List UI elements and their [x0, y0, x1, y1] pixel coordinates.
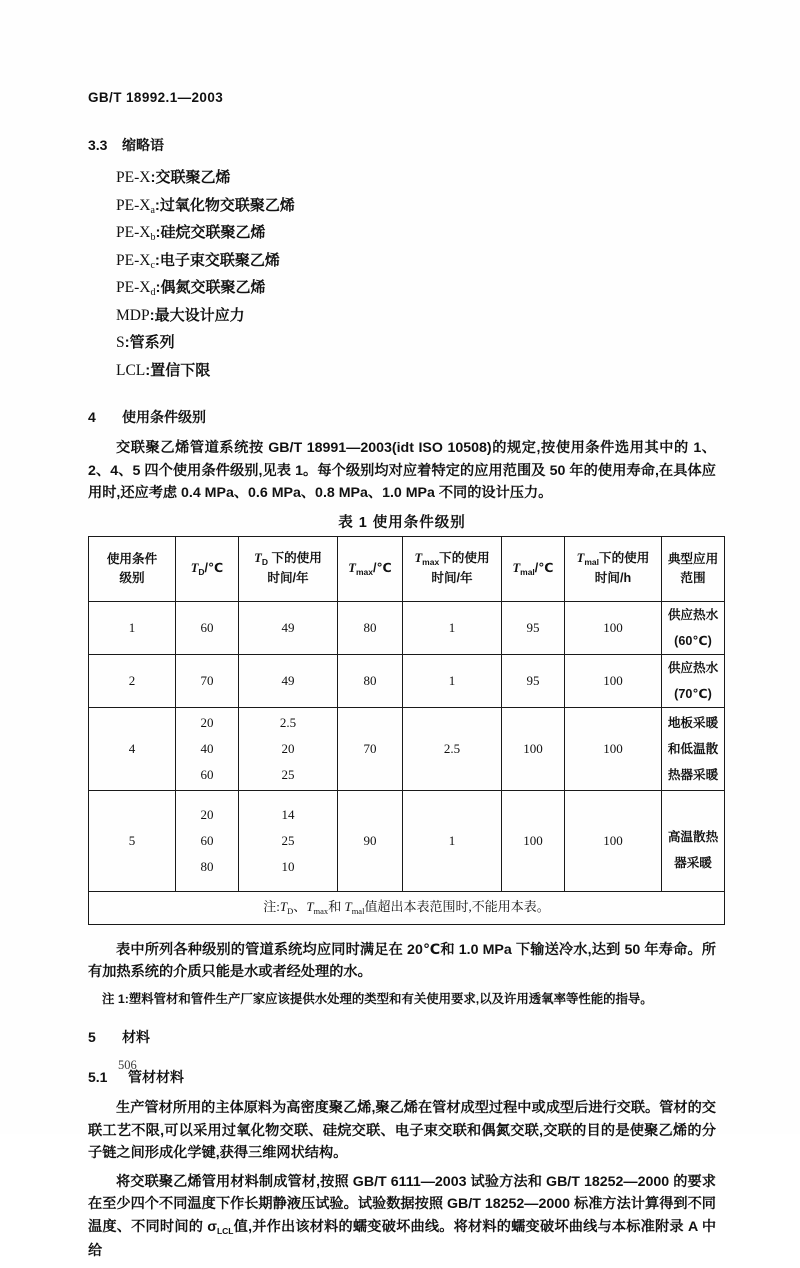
section-5-1-paragraph-1: 生产管材所用的主体原料为高密度聚乙烯,聚乙烯在管材成型过程中或成型后进行交联。管材的交联工艺不限,可以采用过氧化物交联、硅烷交联、电子束交联和偶氮交联,交联的目的是使聚乙烯的分子链之间形成化学键,获得三维网状结构。	[88, 1099, 716, 1162]
cell-tmal-temp: 95	[502, 654, 565, 707]
section-5-1-paragraph-2	[88, 1171, 716, 1262]
col-header-td-temp: $T_D/℃$	[176, 536, 239, 601]
after-table-paragraph: 表中所列各种级别的管道系统均应同时满足在 20℃和 1.0 MPa 下输送冷水,达到 50 年寿命。所有加热系统的介质只能是水或者经处理的水。	[88, 941, 716, 981]
para2-subscript: LCL	[216, 1225, 234, 1236]
note-1: 注 1:塑料管材和管件生产厂家应该提供水处理的类型和有关使用要求,以及许用透氧率等性能的指导。	[102, 991, 653, 1006]
cell-td-temp: 60	[176, 601, 239, 654]
abbrev-definition: :硅烷交联聚乙烯	[155, 224, 266, 241]
abbrev-definition: :管系列	[124, 334, 175, 351]
abbreviation-item	[88, 193, 716, 221]
cell-tmax-temp: 80	[338, 654, 403, 707]
cell-td-temp: 70	[176, 654, 239, 707]
para2-part-a: 将交联聚乙烯管用材料制成管材,按照 GB/T 6111—2003 试验方法和 GB/T 18252—2000 的要求在至少四个不同温度下作长期静液压试验。试验数据按照 GB/T 18252—2000 标准方法计算得到不同温度、不同时间的 σ	[88, 1173, 716, 1235]
abbreviation-item	[88, 220, 716, 248]
cell-tmax-time: 1	[403, 601, 502, 654]
table-usage-condition-classes	[88, 536, 725, 925]
cell-application: 高温散热 器采暖	[662, 790, 725, 891]
abbrev-term: $PE-X_b$	[116, 224, 156, 243]
abbrev-term: MDP	[116, 306, 150, 324]
section-3-3-heading	[88, 135, 716, 155]
col-header-tmal-time: $T_{mal}$下的使用 时间/h	[565, 536, 662, 601]
cell-tmal-time: 100	[565, 790, 662, 891]
standard-code-header: GB/T 18992.1—2003	[88, 90, 224, 105]
abbreviation-item	[88, 165, 716, 193]
cell-td-time: 49	[239, 601, 338, 654]
abbrev-term: PE-X	[116, 169, 151, 186]
section-3-3-number: 3.3	[88, 137, 108, 153]
cell-tmal-temp: 95	[502, 601, 565, 654]
cell-td-temp: 20 40 60	[176, 707, 239, 790]
abbrev-definition: :最大设计应力	[149, 306, 245, 324]
abbreviation-list	[88, 165, 716, 385]
col-header-td-time: $T_D$ 下的使用 时间/年	[239, 536, 338, 601]
col-header-level: 使用条件 级别	[89, 536, 176, 601]
section-4-heading	[88, 407, 716, 427]
abbreviation-item	[88, 330, 716, 358]
abbrev-definition: :置信下限	[145, 361, 211, 379]
table-row	[89, 601, 725, 654]
col-header-application: 典型应用 范围	[662, 536, 725, 601]
table-1-caption: 表 1 使用条件级别	[338, 514, 466, 531]
cell-tmal-temp: 100	[502, 790, 565, 891]
col-header-tmax-time: $T_{max}$下的使用 时间/年	[403, 536, 502, 601]
table-body	[89, 601, 725, 924]
section-4-title: 使用条件级别	[122, 409, 206, 425]
cell-td-time: 2.5 20 25	[239, 707, 338, 790]
cell-level: 4	[89, 707, 176, 790]
section-4-number: 4	[88, 409, 96, 425]
abbrev-term: $PE-X_a$	[116, 196, 155, 216]
cell-tmal-temp: 100	[502, 707, 565, 790]
table-row	[89, 654, 725, 707]
cell-tmax-temp: 90	[338, 790, 403, 891]
cell-tmax-temp: 80	[338, 601, 403, 654]
abbrev-term: $PE-X_c$	[116, 251, 155, 271]
cell-tmal-time: 100	[565, 654, 662, 707]
table-header	[89, 536, 725, 601]
cell-td-time: 49	[239, 654, 338, 707]
cell-tmal-time: 100	[565, 601, 662, 654]
abbrev-definition: :过氧化物交联聚乙烯	[154, 196, 295, 214]
section-5-1-heading	[88, 1067, 716, 1087]
cell-level: 1	[89, 601, 176, 654]
section-5-number: 5	[88, 1028, 96, 1045]
table-row	[89, 790, 725, 891]
cell-td-time: 14 25 10	[239, 790, 338, 891]
section-4-paragraph: 交联聚乙烯管道系统按 GB/T 18991—2003(idt ISO 10508)的规定,按使用条件选用其中的 1、2、4、5 四个使用条件级别,见表 1。每个级别均对应着特定的应用范围及 50 年的使用寿命,在具体应用时,还应考虑 0.4 MPa、0.6 MPa、0.8 MPa、1.0 MPa 不同的设计压力。	[88, 440, 716, 502]
abbreviation-item	[88, 358, 716, 386]
cell-tmax-time: 1	[403, 654, 502, 707]
col-header-tmal-temp: $T_{mal}/℃$	[502, 536, 565, 601]
abbrev-definition: :偶氮交联聚乙烯	[155, 279, 266, 296]
cell-td-temp: 20 60 80	[176, 790, 239, 891]
section-3-3-title: 缩略语	[122, 137, 164, 153]
cell-level: 5	[89, 790, 176, 891]
section-5-1-title: 管材材料	[128, 1068, 184, 1085]
section-5-1-number: 5.1	[88, 1068, 108, 1085]
cell-level: 2	[89, 654, 176, 707]
abbrev-term: LCL	[116, 361, 146, 379]
page-number: 506	[118, 1058, 137, 1072]
col-header-tmax-temp: $T_{max}/℃$	[338, 536, 403, 601]
table-row	[89, 707, 725, 790]
abbrev-term: $PE-X_d$	[116, 279, 156, 298]
abbrev-term: S	[116, 334, 125, 351]
cell-tmal-time: 100	[565, 707, 662, 790]
abbrev-definition: :电子束交联聚乙烯	[154, 251, 280, 269]
abbreviation-item	[88, 248, 716, 276]
section-5-heading	[88, 1027, 716, 1047]
cell-application: 供应热水 (60℃)	[662, 601, 725, 654]
cell-application: 供应热水 (70℃)	[662, 654, 725, 707]
cell-tmax-time: 2.5	[403, 707, 502, 790]
cell-tmax-time: 1	[403, 790, 502, 891]
table-footnote: 注$:T_D$、$T_{max}$和 $T_{mal}$值超出本表范围时,不能用本表。	[89, 891, 725, 924]
para2-part-b: 值,并作出该材料的蠕变破坏曲线。将材料的蠕变破坏曲线与本标准附录 A 中给	[88, 1218, 717, 1259]
abbreviation-item	[88, 275, 716, 303]
page-content	[88, 90, 719, 1268]
abbrev-definition: :交联聚乙烯	[150, 169, 231, 186]
table-header-row	[89, 536, 725, 601]
section-5-title: 材料	[122, 1028, 150, 1045]
cell-application: 地板采暖 和低温散 热器采暖	[662, 707, 725, 790]
table-footnote-row	[89, 891, 725, 924]
abbreviation-item	[88, 303, 716, 331]
cell-tmax-temp: 70	[338, 707, 403, 790]
